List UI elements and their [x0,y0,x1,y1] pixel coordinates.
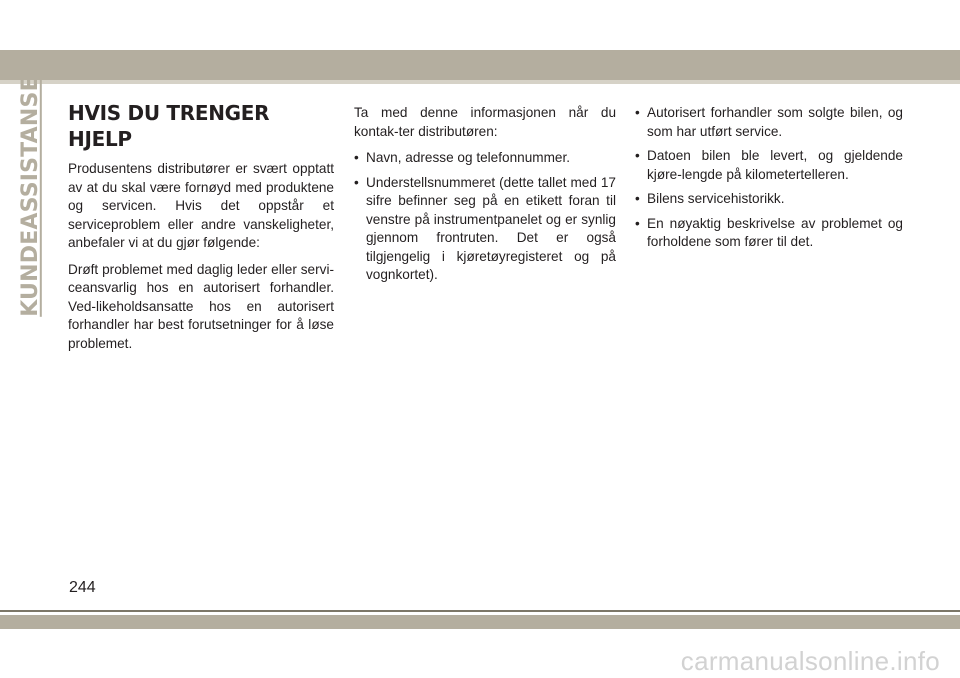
footer-band [0,615,960,629]
watermark-link[interactable]: carmanualsonline.info [680,646,940,676]
list-item-text: Navn, adresse og telefonnummer. [366,150,571,165]
column-1 [68,100,334,361]
paragraph-dealer: Drøft problemet med daglig leder eller servi-ceansvarlig hos en autorisert forhandler. Ved-likeholdsansatte hos en autorisert forhandler har best forutsetninger for å løse problemet. [68,261,334,351]
list-item-text: En nøyaktig beskrivelse av problemet og forholdene som fører til det. [647,215,903,249]
bullet-icon: • [354,150,359,165]
bullet-icon: • [635,215,640,231]
bullet-icon: • [354,174,359,190]
list-item [635,147,903,184]
column-2 [354,104,616,291]
paragraph-info-intro: Ta med denne informasjonen når du kontak-ter distributøren: [354,105,616,139]
bullet-icon: • [635,148,640,163]
list-item [635,215,903,252]
side-label-text: KUNDEASSISTANSE [17,75,43,317]
list-item-text: Bilens servicehistorikk. [647,191,785,206]
list-item-text: Autorisert forhandler som solgte bilen, og som har utført service. [647,105,903,139]
bullet-icon: • [635,105,640,120]
paragraph-intro: Produsentens distributører er svært opptatt av at du skal være fornøyd med produktene og servicen. Hvis det oppstår et serviceproblem eller andre vanskeligheter, anbefaler vi at du gjør følgende: [68,161,334,250]
column-3 [635,104,903,258]
list-item-text: Understellsnummeret (dette tallet med 17 sifre befinner seg på en etikett foran til venstre på instrumentpanelet og er synlig gjennom frontruten. Det er også tilgjengelig i kjøretøyregisteret og på vognkortet). [366,174,616,282]
list-item [635,104,903,141]
header-band [0,50,960,80]
info-list-1 [354,149,616,285]
info-list-2 [635,104,903,252]
header-band-shadow [0,80,960,84]
page-number: 244 [69,579,96,596]
section-side-label [10,75,50,317]
list-item [635,190,903,209]
bullet-icon: • [635,191,640,206]
footer-line [0,610,960,612]
section-heading: HVIS DU TRENGER HJELP [68,101,270,151]
list-item [354,149,616,168]
list-item-text: Datoen bilen ble levert, og gjeldende kjøre-lengde på kilometertelleren. [647,148,903,182]
list-item [354,174,616,285]
